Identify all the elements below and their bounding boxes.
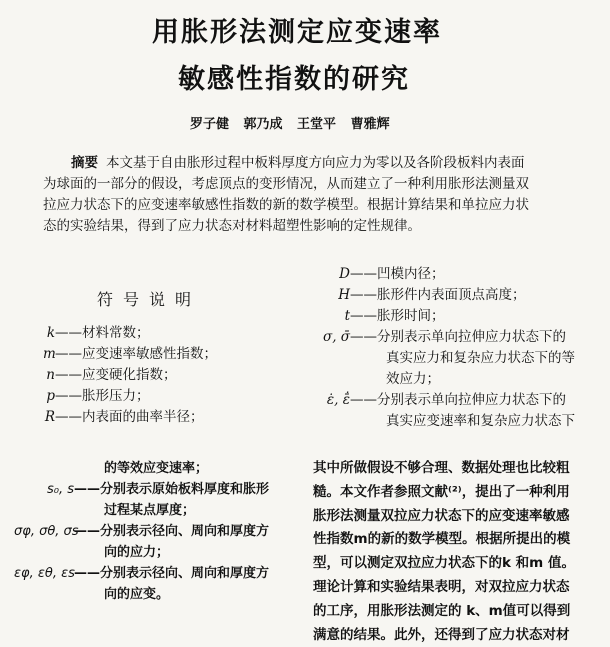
symbol-entry: k——材料常数； (46, 325, 150, 341)
paragraph-line: 糙。本文作者参照文献⁽²⁾，提出了一种利用 (313, 483, 570, 500)
body-paragraph (313, 457, 588, 647)
paper-title-line1: 用胀形法测定应变速率 (152, 17, 442, 48)
abstract-line: 拉应力状态下的应变速率敏感性指数的新的数学模型。根据计算结果和单拉应力状 (43, 197, 529, 213)
paragraph-line: 理论计算和实验结果表明，对双拉应力状态 (313, 578, 570, 595)
paper-title-line2: 敏感性指数的研究 (178, 64, 410, 95)
symbol-entry: εφ, εθ, εs——分别表示径向、周向和厚度方 (14, 566, 270, 581)
symbols-heading: 符号说明 (97, 290, 202, 309)
paragraph-line: 胀形法测量双拉应力状态下的应变速率敏感 (313, 507, 570, 524)
symbol-entry: D——凹模内径； (339, 266, 445, 282)
abstract-line: 为球面的一部分的假设，考虑顶点的变形情况，从而建立了一种利用胀形法测量双 (43, 176, 529, 192)
symbol-entry-continuation: 真实应变速率和复杂应力状态下 (386, 413, 575, 429)
abstract-line: 本文基于自由胀形过程中板料厚度方向应力为零以及各阶段板料内表面 (106, 155, 525, 171)
symbol-entry: s₀, s——分别表示原始板料厚度和胀形 (46, 482, 270, 497)
symbol-entry-continuation: 真实应力和复杂应力状态下的等 (386, 350, 575, 366)
symbol-entry: R——内表面的曲率半径； (44, 409, 204, 425)
abstract-label: 摘要 (71, 155, 98, 171)
abstract (43, 153, 573, 237)
symbol-entry: m——应变速率敏感性指数； (43, 346, 217, 362)
symbol-entry: H——胀形件内表面顶点高度； (338, 287, 526, 303)
symbol-entry: t——胀形时间； (344, 308, 445, 324)
paragraph-line: 型，可以测定双拉应力状态下的k 和m 值。 (313, 555, 575, 572)
paragraph-line: 其中所做假设不够合理、数据处理也比较粗 (313, 460, 570, 476)
symbol-entry-continuation: 过程某点厚度； (104, 503, 196, 518)
symbol-entry-continuation: 向的应力； (104, 545, 170, 560)
symbol-entry-continuation: 的等效应变速率； (104, 461, 209, 476)
paper-authors: 罗子健 郭乃成 王堂平 曹雅辉 (190, 117, 390, 132)
abstract-line: 态的实验结果，得到了应力状态对材料超塑性影响的定性规律。 (43, 218, 421, 234)
paragraph-line: 满意的结果。此外，还得到了应力状态对材 (313, 626, 570, 643)
paragraph-line: 的工序，用胀形法测定的 k、m值可以得到 (313, 602, 571, 619)
symbol-entry-continuation: 效应力； (386, 371, 440, 387)
symbol-entry: ε̇, ε̄̇——分别表示单向拉伸应力状态下的 (326, 392, 566, 408)
symbol-entry-continuation: 向的应变。 (104, 587, 170, 602)
symbol-entry: σ, σ̄——分别表示单向拉伸应力状态下的 (322, 329, 566, 345)
symbol-entry: n——应变硬化指数； (46, 367, 177, 383)
symbol-entry: p——胀形压力； (46, 388, 150, 404)
symbol-entry: σφ, σθ, σs——分别表示径向、周向和厚度方 (14, 524, 270, 539)
paragraph-line: 性指数m的新的数学模型。根据所提出的模 (313, 531, 571, 548)
